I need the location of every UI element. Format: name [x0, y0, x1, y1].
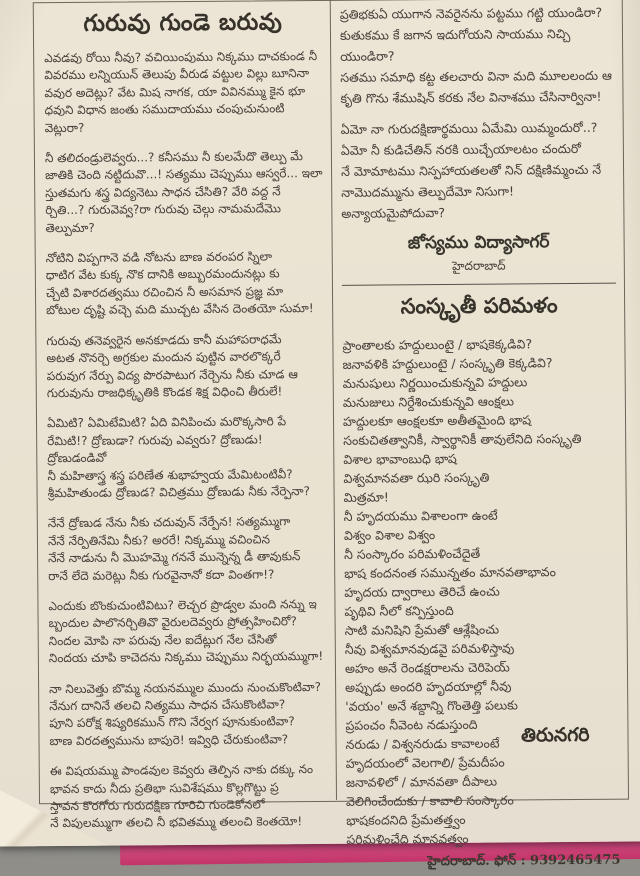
- poem2-contact-line: హైదరాబాద్. ఫోన్ : 9392465475: [427, 852, 621, 870]
- left-column: [44, 8, 329, 846]
- poem2-title: సంస్కృతీ పరిమళం: [400, 293, 558, 319]
- poem1-stanza-2: నీ తలిదండ్రులెవ్వరు...? కనీసము నీ కులమేదొ తెల్పు మే జాతికి చెంది నట్టిదువొ...! సత్యము చెప్పుము ఆస్వరే... ఇలా స్తుతమగు శస్త్ర విద్యనెటు సాధన చేసితి? వేరి వద్ద నే ర్చితి...? గురువెవ్వ?రా గురువు చెల్గు నామమదేమొ తెల్పుమా?: [44, 149, 323, 235]
- section-divider-rule: [342, 283, 616, 286]
- poem1-stanza-1: ఎవడవు రోయి నీవు? వచియింపుము నిక్కము దాచకుండ నీ వివరము లన్నియున్ తెలుపు వీరుడ వట్టుల విల్లు బూనినా వవుర అదెట్లు? వేట మిష నాగక, యా వివినమ్ము కైన భూ ధవుని విధాన జంతు సముదాయము చంపుచునుంటి వెట్లురా?: [44, 49, 318, 135]
- poem1-title: గురువు గుండె బరువు: [83, 9, 283, 37]
- poem2-body: ప్రాంతాలకు హద్దులుంటై / భాషకెక్కడివి? జనావళికి హద్దులుంటై / సంస్కృతి కెక్కడివి? మనుషులు నిర్ణయించుకున్నవి హద్దులు మనుజులు నిర్దేశించుకున్నవి ఆంక్షలు హద్దులకూ ఆంక్షలకూ అతీతమైంది భాష సంకుచితత్వానికీ, స్వార్థానికీ తావులేనిది సంస్కృతి విశాల భావాంబుధి భాష విశ్వమానవతా ఝరి సంస్కృతి మిత్రమా! నీ హృదయము విశాలంగా ఉంటే విశ్వం విశాల విశ్వం నీ సంస్కారం పరిమళించేదైతే భాష కందనంత సమున్నతం మానవతాభావం హృదయ ద్వారాలు తెరిచే ఉంచు పృథివి నీలో కన్పిస్తుంది సాటి మనిషిని ప్రేమతో ఆశ్లేషించు నీవు విశ్వమానవుడవై పరిమళిస్తావు అహం అనే రెండక్షరాలను చెరిపెయ్ అప్పుడు అందరి హృదయాల్లో నీవు 'వయం' అనే శబ్దాన్ని గొంతెత్తి పలుకు ప్రపంచం నీవెంట నడుస్తుంది నరుడు / విశ్వనరుడు కావాలంటే హృదయంలో వెలగాలి/ ప్రేమదీపం జనావళిలో / మానవతా దీపాలు వెలిగించేందుకు / కావాలి సంస్కారం భాషకందనిది ప్రేమతత్త్వం పరిమళించేది మానవత్వం: [342, 336, 582, 847]
- poem2-author-name: తిరునగరి: [521, 723, 590, 747]
- right-column: [340, 2, 621, 873]
- poem1-stanza-9: ఈ విషయమ్ము పాండవుల కెవ్వరు తెల్పిన నాకు దక్కు నం భావన కాదు నీదు ప్రతిభా సువిశేషము కొల్లగొట్టు ప్ర స్తావన కొరగోరు గురుదక్షిణ గూరిచి గుండెకోనలో నే విపులమ్ముగా తలచి నీ భవితమ్ము తలంచి కెంతయో!: [49, 762, 314, 831]
- poem1-stanza-11: ఏమో నా గురుదక్షిణార్థమయి ఏమేమి యిమ్మందురో..? ఏమో నీ కుడిచేతిన్ నరకి యిచ్చేయాలటం చందురో నే మోమాటము నిస్పహాయతలతో నిన్ దక్షిణిమ్మంచు నే నామొదమ్మును తెల్పుదేమో నిసుగా! అన్యాయమైపోదువా?: [340, 119, 602, 221]
- poem1-stanza-5: ఏమిటి? ఏమిటేమిటి? ఏది వినిపించు మరొక్కసారి పే రేమిటి!? ద్రోణుడా? గురువు ఎవ్వరు? ద్రోణుడు! ద్రోణుడండివో నీ మహితాస్త్ర శస్త్ర పరిణేత శుభాహ్వయ మేమిటంటివీ? శ్రీమహితుండు ద్రోణుడ? విచిత్రము ద్రోణుడు నీకు నేర్పెనా?: [46, 414, 311, 501]
- poem1-stanza-7: ఎందుకు బొంకుచుంటివిటు? లెచ్చర ప్రొడ్వల మంది నన్ను ఇ బ్బందుల పాలొనర్చితివొ వైరులదెవ్వరు ప్రోత్సహించిరో? నిందల మోపి నా పరువు నేల ఐదేట్లుగ నేల చేసితో నిందయ చూపి కాచెదను నిక్కము చెప్పుము నిర్భయమ్ముగా!: [48, 597, 324, 666]
- poem1-stanza-10: ప్రతిభకుఏ యుగాన నెవరైనను పట్టము గట్టి యుండిరా? కుతుకము కే జగాన ఇదుగోయని సాయము నిచ్చి యుండిరా? సతము సమాధి కట్ట తలచారు వినా మది మూలలందు ఆ కృతి గొను శేముషిన్ కరకు నేల వినాశము చేసినార్వినా!: [339, 4, 613, 106]
- poem1-stanza-3: నోటిని విప్పగానె వడి నోటను బాణ వరంపర స్నిలా ధాటిగ వేట కుక్క నొక దానికి అబ్బురమందునట్లు కు చ్చేటి విశారదత్వము రచించిన నీ అసమాన ప్రజ్ఞ మా బోటుల దృష్టి వచ్చె మది ముచ్చట వేసిన దెంతయో సుమా!: [45, 249, 314, 318]
- poem1-stanza-4: గురువు తనెవ్వరైన అనకూడదు కానీ మహాపరాధమే అటత నొనర్చె అగ్రకుల మందున పుట్టిన వారలొక్కరే పరువుగ నేర్పు విద్య పొరపాటుగ నేర్చెను నీకు చూడ ఆ గురువును రాజధిక్కృతికి కొండక శిక్ష విధించి తీరులే!: [46, 331, 298, 401]
- poem1-stanza-8: నా నిలువెత్తు బొమ్మ నయనమ్ముల ముందు నుంచుకొంటివా? నేనుగ దానినే తలచి నిత్యము సాధన చేసుకొంటివా? పూని పరోక్ష శిష్యరికమున్ గొని నేర్వగ పూనుకుంటివా? బాణ విరదత్వమును బాపురె! ఇవ్విధి చేరుకుంటివా?: [49, 679, 322, 748]
- poem1-author-city: హైదరాబాద్: [452, 258, 506, 273]
- poem1-author-name: జోస్యము విద్యాసాగర్: [407, 232, 550, 254]
- poem1-stanza-6: నేనే ద్రోణుడ నేను నీకు చదువున్ నేర్పేన! సత్యమ్ముగా నేనే నేర్పితినేమి నీకు? అరరే! నిక్కమ్ము వచించిన నేనే నాడును నీ మొహమ్మె గననే మున్నెన్న డీ తావుకున్ రానే లేదె మరెట్లు నీకు గురవైనానో కదా వింతగా!?: [47, 514, 301, 583]
